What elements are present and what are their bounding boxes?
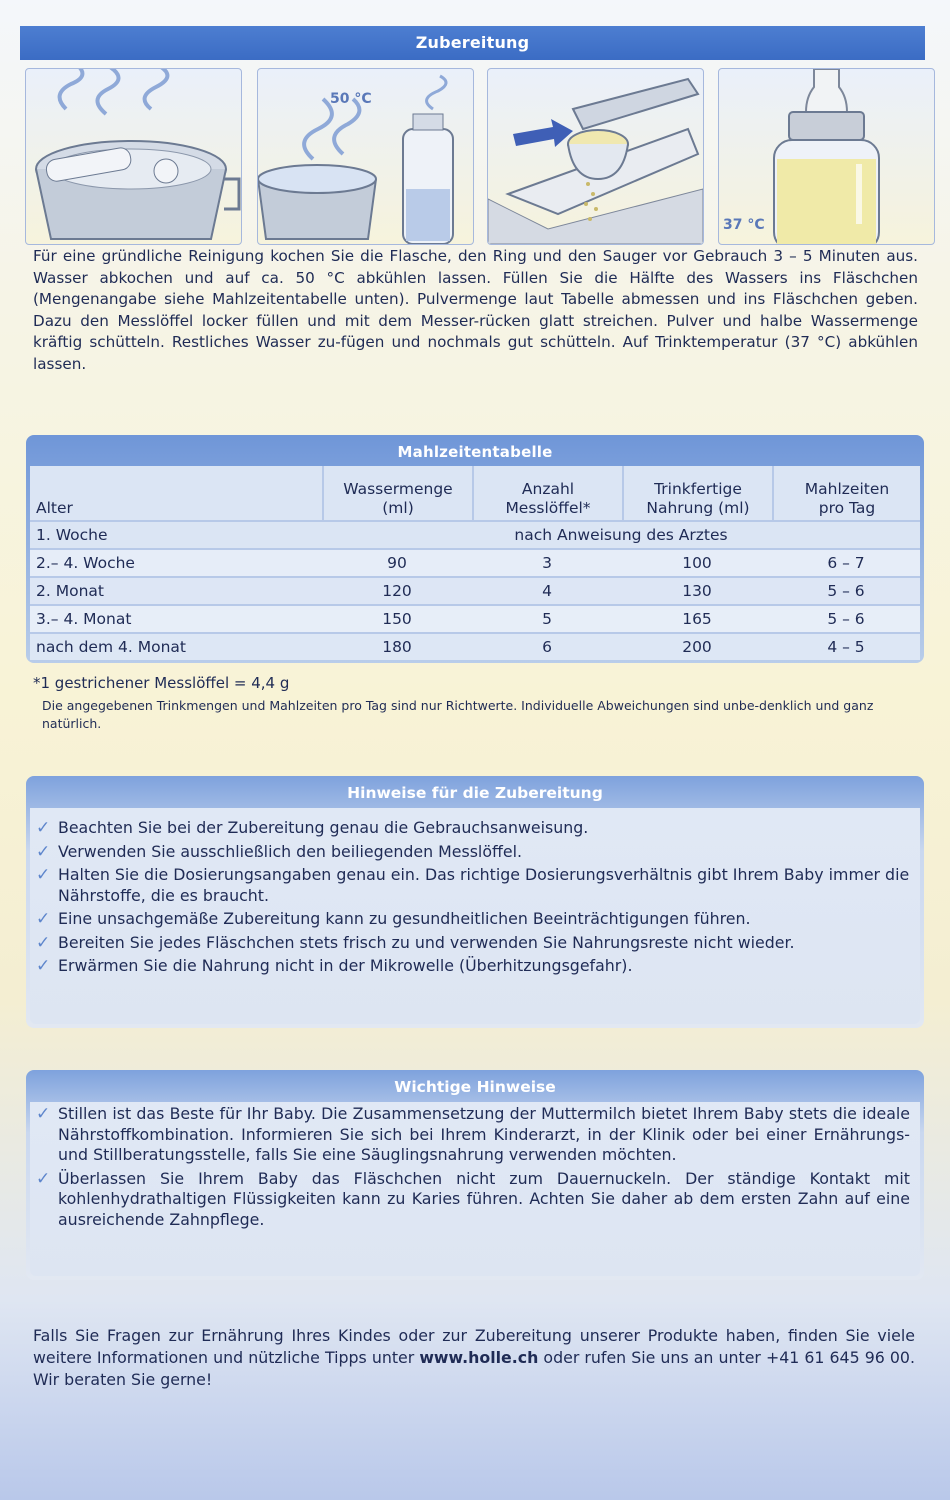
website-link[interactable]: www.holle.ch <box>419 1348 539 1367</box>
header-nahrung: Trinkfertige Nahrung (ml) <box>622 466 772 520</box>
scoop-illustration <box>488 69 703 244</box>
checkmark-icon: ✓ <box>36 1168 51 1189</box>
list-item: ✓ Halten Sie die Dosierungsangaben genau ein. Das richtige Dosierungsverhältnis gibt Ihrem Baby immer die Nährstoffe, die es braucht. <box>36 865 910 905</box>
preparation-instructions: Für eine gründliche Reinigung kochen Sie die Flasche, den Ring und den Sauger vor Gebrauch 3 – 5 Minuten aus. Wasser abkochen und auf ca. 50 °C abkühlen lassen. Füllen Sie die Hälfte des Wassers ins Fläschchen (Mengenangabe siehe Mahlzeitentabelle unten). Pulvermenge laut Tabelle abmessen und ins Fläschchen geben. Dazu den Messlöffel locker füllen und mit dem Messer-rücken glatt streichen. Pulver und halbe Wassermenge kräftig schütteln. Restliches Wasser zu-fügen und nochmals gut schütteln. Auf Trinktemperatur (37 °C) abkühlen lassen. <box>33 247 918 373</box>
drink-temperature-label: 37 °C <box>723 217 765 233</box>
steam-icon <box>304 99 332 159</box>
contact-paragraph: Falls Sie Fragen zur Ernährung Ihres Kindes oder zur Zubereitung unserer Produkte haben, finden Sie viele weitere Informationen und nützliche Tipps unter www.holle.ch oder rufen Sie uns an unter +41 61 645 96 00. Wir beraten Sie gerne! <box>33 1326 915 1389</box>
scoop-footnote: *1 gestrichener Messlöffel = 4,4 g <box>33 674 290 692</box>
arrow-icon <box>513 119 573 147</box>
list-item: ✓ Erwärmen Sie die Nahrung nicht in der Mikrowelle (Überhitzungsgefahr). <box>36 956 633 976</box>
table-row: 3.– 4. Monat 150 5 165 5 – 6 <box>30 604 920 632</box>
checkmark-icon: ✓ <box>36 1104 51 1124</box>
checkmark-icon: ✓ <box>36 909 51 929</box>
header-wassermenge: Wassermenge (ml) <box>322 466 472 520</box>
list-item: ✓ Bereiten Sie jedes Fläschchen stets frisch zu und verwenden Sie Nahrungsreste nicht wieder. <box>36 932 795 953</box>
list-item: ✓ Überlassen Sie Ihrem Baby das Fläschchen nicht zum Dauernuckeln. Der ständige Kontakt mit kohlenhydrathaltigen Flüssigkeiten kann zu Karies führen. Achten Sie daher ab dem ersten Zahn auf eine ausreichende Zahnpflege. <box>36 1168 910 1229</box>
panel-scoop-powder <box>487 68 704 245</box>
header-alter: Alter <box>30 466 322 520</box>
list-item: ✓ Eine unsachgemäße Zubereitung kann zu gesundheitlichen Beeinträchtigungen führen. <box>36 909 751 929</box>
meal-table <box>30 466 920 660</box>
checkmark-icon: ✓ <box>36 841 51 862</box>
steam-icon <box>97 69 118 114</box>
steam-icon <box>145 69 168 109</box>
boiling-pot-illustration <box>26 69 241 244</box>
table-row: 2. Monat 120 4 130 5 – 6 <box>30 576 920 604</box>
list-item: ✓ Stillen ist das Beste für Ihr Baby. Die Zusammensetzung der Muttermilch bietet Ihrem Baby stets die ideale Nährstoffkombination. Informieren Sie sich bei Ihrem Kinderarzt, in der Klinik oder bei einer Ernährungs- und Stillberatungsstelle, falls Sie eine Säuglingsnahrung verwenden möchten. <box>36 1104 910 1164</box>
preparation-notes-card <box>26 776 924 1028</box>
meal-table-heading: Mahlzeitentabelle <box>397 443 553 461</box>
table-row: nach dem 4. Monat 180 6 200 4 – 5 <box>30 632 920 660</box>
preparation-illustrations <box>25 68 925 243</box>
preparation-notes-list <box>36 818 910 980</box>
important-notes-list <box>36 1104 910 1233</box>
header-mahlzeiten: Mahlzeiten pro Tag <box>772 466 920 520</box>
steam-icon <box>334 99 359 154</box>
steam-icon <box>60 69 83 109</box>
table-header-row <box>30 466 920 520</box>
checkmark-icon: ✓ <box>36 932 51 953</box>
checkmark-icon: ✓ <box>36 865 51 885</box>
checkmark-icon: ✓ <box>36 818 51 838</box>
panel-drink-temp <box>718 68 935 245</box>
zubereitung-heading: Zubereitung <box>20 26 925 60</box>
list-item: ✓ Beachten Sie bei der Zubereitung genau die Gebrauchsanweisung. <box>36 818 589 838</box>
water-temperature-label: 50 °C <box>330 91 372 107</box>
table-row: 2.– 4. Woche 90 3 100 6 – 7 <box>30 548 920 576</box>
panel-boil-bottle <box>25 68 242 245</box>
important-notes-card <box>26 1070 924 1280</box>
preparation-notes-heading: Hinweise für die Zubereitung <box>347 784 603 802</box>
guideline-note: Die angegebenen Trinkmengen und Mahlzeiten pro Tag sind nur Richtwerte. Individuelle Abweichungen sind unbe-denklich und ganz natürlich. <box>42 698 874 731</box>
panel-cool-water <box>257 68 474 245</box>
header-messloeffel: Anzahl Messlöffel* <box>472 466 622 520</box>
list-item: ✓ Verwenden Sie ausschließlich den beiliegenden Messlöffel. <box>36 841 522 862</box>
checkmark-icon: ✓ <box>36 956 51 976</box>
important-notes-heading: Wichtige Hinweise <box>394 1078 556 1096</box>
table-row: 1. Woche nach Anweisung des Arztes <box>30 520 920 548</box>
